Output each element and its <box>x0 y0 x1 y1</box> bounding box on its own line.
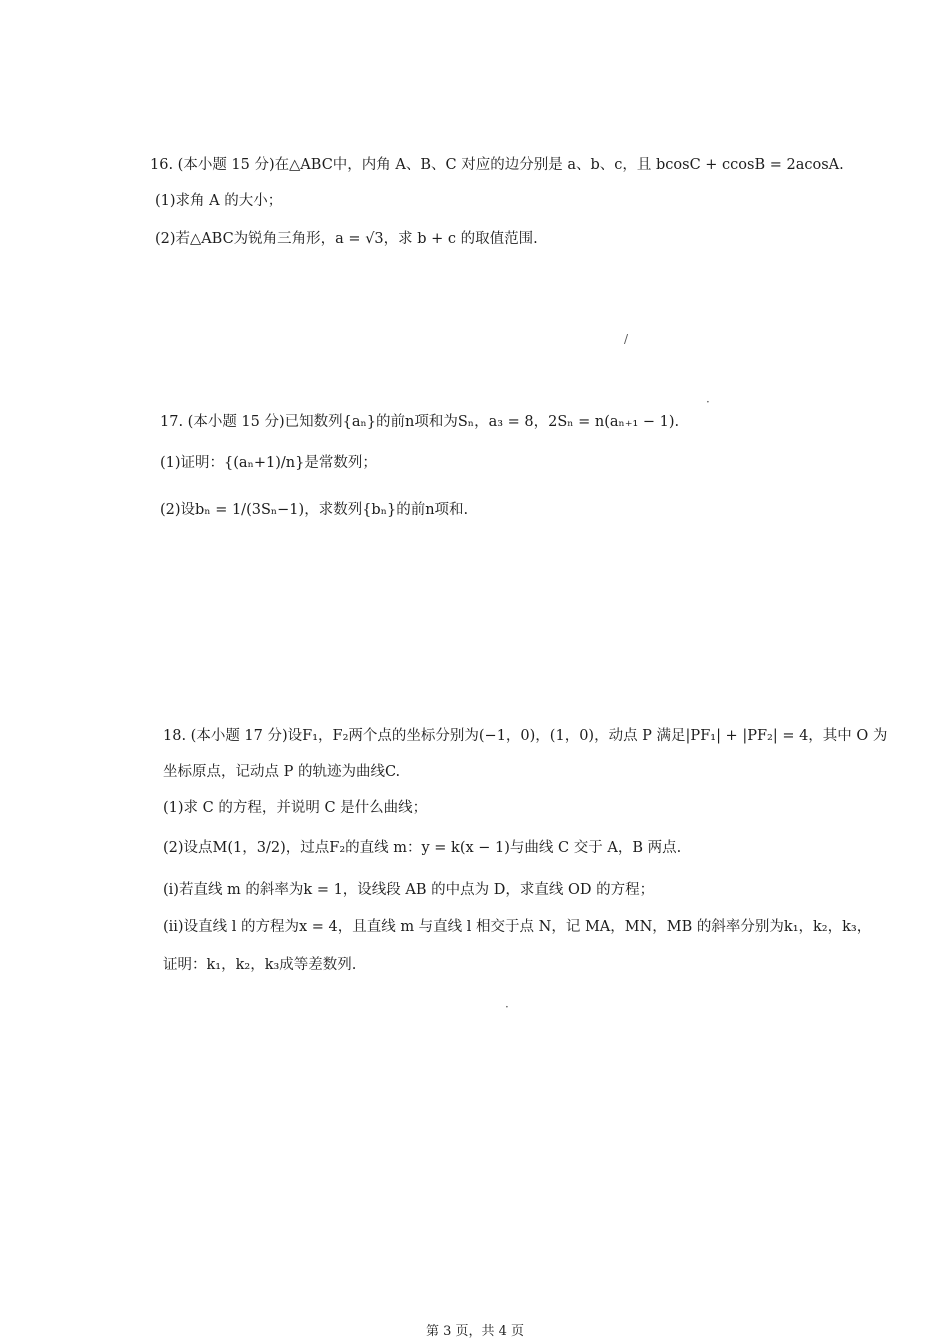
problem-18-part-1: (1)求 C 的方程，并说明 C 是什么曲线； <box>163 800 428 816</box>
problem-16-statement: 16. (本小题 15 分)在△ABC中，内角 A、B、C 对应的边分别是 a、b、c，且 bcosC + ccosB = 2acosA. <box>150 157 844 173</box>
problem-18-part-2: (2)设点M(1，3/2)，过点F₂的直线 m：y = k(x − 1)与曲线 C 交于 A，B 两点. <box>163 840 682 856</box>
problem-17-statement: 17. (本小题 15 分)已知数列{aₙ}的前n项和为Sₙ，a₃ = 8，2Sₙ = n(aₙ₊₁ − 1). <box>160 414 680 430</box>
problem-18-statement-cont: 坐标原点，记动点 P 的轨迹为曲线C. <box>163 764 401 780</box>
scan-speck: / <box>624 332 629 346</box>
problem-18-statement: 18. (本小题 17 分)设F₁，F₂两个点的坐标分别为(−1，0)，(1，0)，动点 P 满足|PF₁| + |PF₂| = 4，其中 O 为 <box>163 728 888 744</box>
problem-18-part-2-i: (i)若直线 m 的斜率为k = 1，设线段 AB 的中点为 D，求直线 OD 的方程； <box>163 882 655 898</box>
scan-speck: · <box>706 395 710 409</box>
problem-17-part-1: (1)证明：{(aₙ+1)/n}是常数列； <box>160 455 377 471</box>
scan-speck: · <box>505 1000 509 1014</box>
page-footer: 第 3 页，共 4 页 <box>425 1324 525 1339</box>
problem-18-part-2-ii: (ii)设直线 l 的方程为x = 4，且直线 m 与直线 l 相交于点 N，记 MA，MN，MB 的斜率分别为k₁，k₂，k₃， <box>163 919 872 935</box>
problem-18-part-2-ii-cont: 证明：k₁，k₂，k₃成等差数列. <box>163 957 357 973</box>
problem-17-part-2: (2)设bₙ = 1/(3Sₙ−1)，求数列{bₙ}的前n项和. <box>160 502 469 518</box>
problem-16-part-2: (2)若△ABC为锐角三角形，a = √3，求 b + c 的取值范围. <box>155 231 538 247</box>
problem-16-part-1: (1)求角 A 的大小； <box>155 193 283 209</box>
